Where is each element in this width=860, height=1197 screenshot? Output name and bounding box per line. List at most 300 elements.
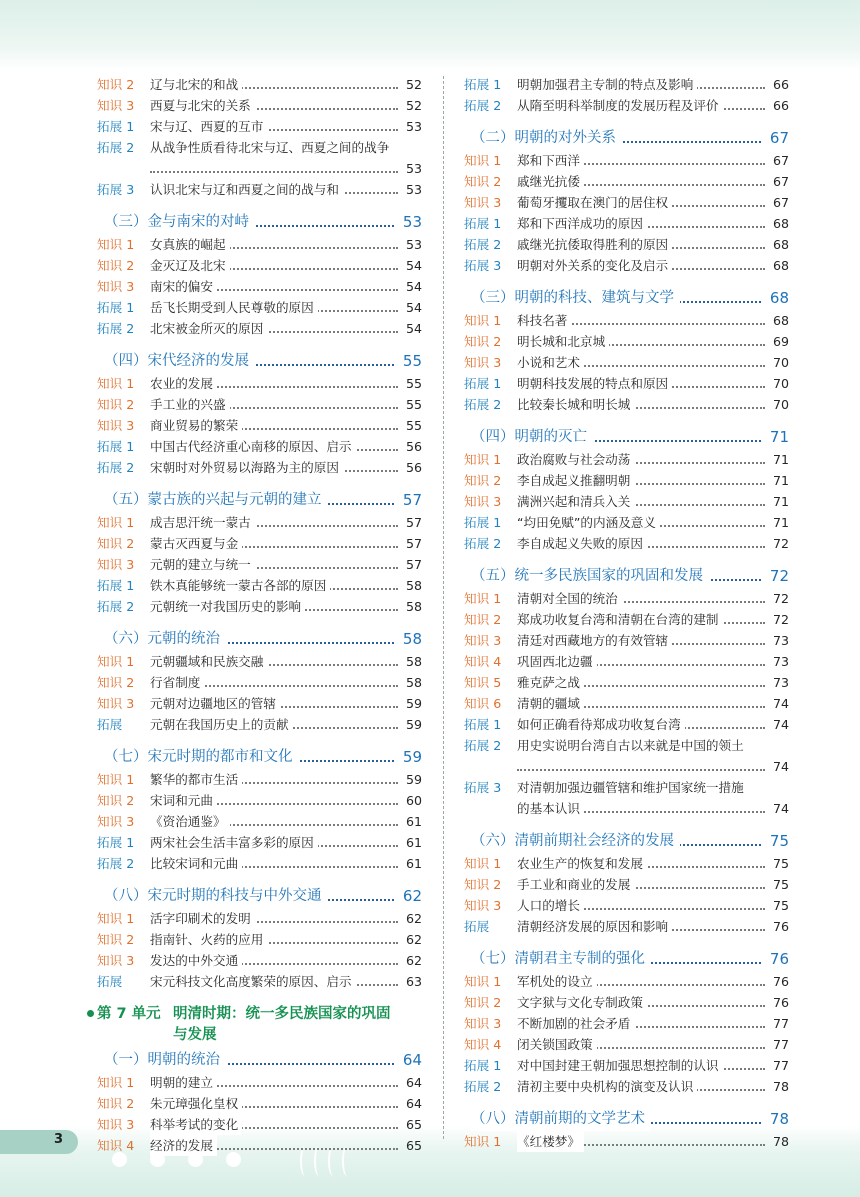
toc-item-tag: 知识 1 [464, 452, 502, 467]
toc-item-title: 两宋社会生活丰富多彩的原因 [150, 832, 318, 853]
toc-item-page: 66 [772, 98, 789, 113]
toc-section-heading [97, 488, 422, 512]
toc-item-page: 69 [772, 334, 789, 349]
toc-item-page: 54 [405, 279, 422, 294]
toc-item [97, 74, 422, 95]
toc-item [97, 1114, 422, 1135]
toc-item-title: 雅克萨之战 [517, 672, 584, 693]
toc-item-tag: 拓展 1 [97, 578, 135, 593]
toc-item-page: 66 [772, 77, 789, 92]
toc-item-title: 李自成起义推翻明朝 [517, 470, 634, 491]
toc-item-title: 清朝的疆域 [517, 693, 584, 714]
toc-section-title: （八）清朝前期的文学艺术 [471, 1107, 651, 1131]
toc-item-title: 元朝疆域和民族交融 [150, 651, 267, 672]
toc-item [97, 769, 422, 790]
toc-item [464, 588, 789, 609]
toc-item [97, 116, 422, 137]
toc-item-page: 59 [405, 772, 422, 787]
toc-item [464, 992, 789, 1013]
toc-item [464, 234, 789, 255]
toc-item [464, 1131, 789, 1152]
toc-item-title: 西夏与北宋的关系 [150, 95, 255, 116]
toc-item-title: 经济的发展 [150, 1135, 217, 1156]
toc-item-tag: 知识 2 [97, 536, 135, 551]
toc-item-page: 76 [772, 995, 789, 1010]
toc-item-page: 58 [405, 578, 422, 593]
toc-item-tag: 知识 2 [464, 473, 502, 488]
toc-section-heading [464, 947, 789, 971]
toc-item-page: 77 [772, 1037, 789, 1052]
toc-item-title: 指南针、火药的应用 [150, 929, 267, 950]
toc-item-page: 57 [405, 515, 422, 530]
toc-item-title: 不断加剧的社会矛盾 [517, 1013, 634, 1034]
toc-section-title: （六）清朝前期社会经济的发展 [471, 829, 680, 853]
toc-item-tag: 拓展 2 [97, 460, 135, 475]
toc-item-tag: 知识 2 [464, 334, 502, 349]
toc-item-tag: 知识 4 [464, 1037, 502, 1052]
toc-item-tag: 拓展 1 [464, 717, 502, 732]
toc-item-title: 元朝的建立与统一 [150, 554, 255, 575]
toc-item-page: 55 [405, 376, 422, 391]
toc-item-page: 59 [405, 717, 422, 732]
toc-item-tag: 拓展 2 [464, 98, 502, 113]
toc-item-tag: 知识 1 [464, 1134, 502, 1149]
toc-section-heading [464, 1107, 789, 1131]
toc-item-page: 55 [405, 397, 422, 412]
toc-section-title: （二）明朝的对外关系 [471, 126, 622, 150]
toc-section-title: （六）元朝的统治 [104, 627, 226, 651]
toc-item-page: 56 [405, 460, 422, 475]
toc-item-title: 的基本认识 [517, 798, 584, 819]
toc-item [464, 1034, 789, 1055]
toc-item [97, 714, 422, 735]
toc-item-page: 59 [405, 696, 422, 711]
toc-item-page: 71 [772, 494, 789, 509]
toc-item-tag: 拓展 2 [97, 140, 135, 155]
toc-item-page: 73 [772, 654, 789, 669]
toc-item-tag: 拓展 1 [97, 119, 135, 134]
toc-item-title: “均田免赋”的内涵及意义 [517, 512, 660, 533]
toc-item-page: 58 [405, 599, 422, 614]
toc-item [464, 192, 789, 213]
toc-item [464, 310, 789, 331]
toc-item-continued [97, 158, 422, 179]
toc-item [97, 908, 422, 929]
toc-item-title: 葡萄牙攫取在澳门的居住权 [517, 192, 672, 213]
toc-item-tag: 拓展 2 [464, 397, 502, 412]
toc-item-page: 68 [772, 216, 789, 231]
toc-item-title: 成吉思汗统一蒙古 [150, 512, 255, 533]
toc-item-tag: 知识 6 [464, 696, 502, 711]
toc-item-tag: 拓展 3 [97, 182, 135, 197]
toc-item-title: 手工业的兴盛 [150, 394, 230, 415]
toc-item-title: 清朝经济发展的原因和影响 [517, 916, 672, 937]
toc-item-title: 科技名著 [517, 310, 571, 331]
toc-section-heading [464, 829, 789, 853]
toc-item-page: 56 [405, 439, 422, 454]
toc-item-page: 74 [772, 717, 789, 732]
toc-item-title: 郑和下西洋成功的原因 [517, 213, 647, 234]
toc-item-tag: 知识 2 [464, 877, 502, 892]
toc-section-page: 75 [769, 832, 789, 850]
toc-item-title: 南宋的偏安 [150, 276, 217, 297]
toc-item-page: 53 [405, 237, 422, 252]
toc-item-title: 元朝对边疆地区的管辖 [150, 693, 280, 714]
toc-item-title: 朱元璋强化皇权 [150, 1093, 242, 1114]
toc-item [97, 512, 422, 533]
toc-item-title: 辽与北宋的和战 [150, 74, 242, 95]
toc-item-tag: 知识 3 [97, 418, 135, 433]
toc-item [464, 630, 789, 651]
toc-section-page: 67 [769, 129, 789, 147]
toc-item-page: 52 [405, 98, 422, 113]
toc-item [97, 790, 422, 811]
toc-item-page: 75 [772, 877, 789, 892]
toc-section-title: （五）蒙古族的兴起与元朝的建立 [104, 488, 328, 512]
toc-item-title: 小说和艺术 [517, 352, 584, 373]
toc-item-tag: 拓展 1 [97, 439, 135, 454]
toc-item-page: 67 [772, 174, 789, 189]
toc-section-title: （一）明朝的统治 [104, 1048, 226, 1072]
toc-item-page: 71 [772, 515, 789, 530]
toc-item [464, 853, 789, 874]
toc-item-title: 满洲兴起和清兵入关 [517, 491, 634, 512]
toc-item [464, 672, 789, 693]
toc-item [464, 331, 789, 352]
toc-item-page: 54 [405, 321, 422, 336]
toc-item-tag: 拓展 2 [97, 599, 135, 614]
toc-item [97, 672, 422, 693]
toc-section-title: （八）宋元时期的科技与中外交通 [104, 884, 328, 908]
toc-item [97, 95, 422, 116]
toc-item-title: 文字狱与文化专制政策 [517, 992, 647, 1013]
toc-item-title: 从隋至明科举制度的发展历程及评价 [517, 95, 723, 116]
toc-item-tag: 拓展 3 [464, 258, 502, 273]
toc-item-title: 手工业和商业的发展 [517, 874, 634, 895]
toc-section-heading [464, 126, 789, 150]
toc-item-page: 78 [772, 1134, 789, 1149]
toc-item-title: 郑和下西洋 [517, 150, 584, 171]
toc-item-tag: 知识 1 [97, 376, 135, 391]
toc-item-continued [464, 798, 789, 819]
toc-item-title: 女真族的崛起 [150, 234, 230, 255]
toc-item-tag: 拓展 [97, 717, 123, 732]
toc-item-tag: 知识 2 [97, 932, 135, 947]
toc-item [97, 276, 422, 297]
toc-item-title: 蒙古灭西夏与金 [150, 533, 242, 554]
toc-item [464, 971, 789, 992]
toc-item-title: 闭关锁国政策 [517, 1034, 597, 1055]
toc-item [97, 693, 422, 714]
toc-item [97, 533, 422, 554]
page-number: 3 [54, 1132, 64, 1147]
toc-item-title: 明朝加强君主专制的特点及影响 [517, 74, 697, 95]
toc-item-title: 北宋被金所灭的原因 [150, 318, 267, 339]
toc-item-page: 67 [772, 195, 789, 210]
toc-item-tag: 拓展 2 [464, 237, 502, 252]
toc-item-page: 71 [772, 473, 789, 488]
toc-item-tag: 知识 2 [97, 1096, 135, 1111]
toc-item-page: 57 [405, 536, 422, 551]
toc-item [464, 1055, 789, 1076]
toc-item [97, 853, 422, 874]
toc-item-title: 明朝对外关系的变化及启示 [517, 255, 672, 276]
toc-item-page: 65 [405, 1138, 422, 1153]
toc-item-title: 军机处的设立 [517, 971, 597, 992]
toc-item-page: 71 [772, 452, 789, 467]
page-number-tab [0, 1130, 78, 1154]
toc-item-tag: 知识 2 [97, 793, 135, 808]
toc-item-page: 67 [772, 153, 789, 168]
toc-item-page: 70 [772, 376, 789, 391]
toc-item [97, 596, 422, 617]
toc-item-title: 明长城和北京城 [517, 331, 609, 352]
top-background-band [0, 0, 860, 70]
toc-item-page: 70 [772, 397, 789, 412]
toc-item-tag: 知识 3 [97, 279, 135, 294]
toc-item-tag: 知识 3 [464, 494, 502, 509]
toc-item-title: 繁华的都市生活 [150, 769, 242, 790]
toc-section-page: 62 [402, 887, 422, 905]
toc-item-title: 岳飞长期受到人民尊敬的原因 [150, 297, 318, 318]
toc-item-tag: 拓展 1 [464, 1058, 502, 1073]
toc-item-page: 58 [405, 654, 422, 669]
toc-unit-heading [97, 1004, 422, 1048]
toc-item-tag: 知识 1 [464, 856, 502, 871]
toc-item-title: 人口的增长 [517, 895, 584, 916]
toc-item-tag: 知识 1 [464, 313, 502, 328]
toc-item-page: 62 [405, 953, 422, 968]
toc-item-page: 68 [772, 237, 789, 252]
toc-item-continued [464, 756, 789, 777]
toc-item [97, 832, 422, 853]
dot-leader [517, 756, 765, 771]
toc-item-page: 62 [405, 911, 422, 926]
toc-section-title: （三）金与南宋的对峙 [104, 210, 255, 234]
toc-section-page: 53 [402, 213, 422, 231]
toc-item [464, 735, 789, 756]
toc-section-title: （七）宋元时期的都市和文化 [104, 745, 299, 769]
toc-item-title: 铁木真能够统一蒙古各部的原因 [150, 575, 330, 596]
toc-section-page: 59 [402, 748, 422, 766]
toc-item-title: 从战争性质看待北宋与辽、西夏之间的战争 [150, 137, 393, 158]
toc-item-tag: 拓展 1 [464, 216, 502, 231]
toc-item-page: 70 [772, 355, 789, 370]
toc-item-tag: 拓展 1 [97, 300, 135, 315]
toc-item-page: 55 [405, 418, 422, 433]
toc-item-page: 54 [405, 258, 422, 273]
toc-unit-title: 明清时期：统一多民族国家的巩固 [173, 1006, 391, 1022]
dot-leader [150, 158, 398, 173]
toc-item-tag: 知识 2 [97, 258, 135, 273]
toc-item-title: 元朝统一对我国历史的影响 [150, 596, 305, 617]
toc-item-title: 清朝对全国的统治 [517, 588, 622, 609]
toc-item [97, 1135, 422, 1156]
toc-item-title: 商业贸易的繁荣 [150, 415, 242, 436]
toc-item [464, 1076, 789, 1097]
toc-item [464, 512, 789, 533]
toc-item [464, 693, 789, 714]
toc-item-page: 72 [772, 536, 789, 551]
column-divider [443, 76, 444, 1139]
toc-item-tag: 拓展 1 [464, 77, 502, 92]
toc-item-title: 科举考试的变化 [150, 1114, 242, 1135]
toc-item [464, 651, 789, 672]
toc-item-title: 戚继光抗倭取得胜利的原因 [517, 234, 672, 255]
toc-item [97, 137, 422, 158]
toc-item-tag: 知识 1 [97, 911, 135, 926]
toc-item [464, 352, 789, 373]
toc-item-title: 发达的中外交通 [150, 950, 242, 971]
toc-section-page: 78 [769, 1110, 789, 1128]
unit-bullet [87, 1010, 94, 1017]
toc-item-title: 宋与辽、西夏的互市 [150, 116, 267, 137]
toc-item-page: 74 [772, 801, 789, 816]
toc-item-title: 金灭辽及北宋 [150, 255, 230, 276]
toc-item-title: 如何正确看待郑成功收复台湾 [517, 714, 685, 735]
toc-item-title: 对清朝加强边疆管辖和维护国家统一措施 [517, 777, 748, 798]
toc-item-page: 74 [772, 759, 789, 774]
toc-item [464, 150, 789, 171]
toc-item-tag: 知识 2 [464, 612, 502, 627]
toc-item-page: 61 [405, 835, 422, 850]
toc-item-title: 《红楼梦》 [517, 1131, 584, 1152]
toc-left-column [97, 74, 422, 1156]
toc-item-page: 53 [405, 119, 422, 134]
toc-item-tag: 知识 2 [464, 174, 502, 189]
toc-item-page: 77 [772, 1016, 789, 1031]
toc-item [97, 457, 422, 478]
toc-item-title: 宋元科技文化高度繁荣的原因、启示 [150, 971, 356, 992]
toc-item-page: 62 [405, 932, 422, 947]
toc-item-title: 比较秦长城和明长城 [517, 394, 634, 415]
toc-item-tag: 知识 2 [97, 675, 135, 690]
toc-right-column [464, 74, 789, 1152]
toc-item [464, 394, 789, 415]
toc-item-title: 中国古代经济重心南移的原因、启示 [150, 436, 356, 457]
toc-item-title: 政治腐败与社会动荡 [517, 449, 634, 470]
toc-item-page: 68 [772, 313, 789, 328]
toc-item [97, 297, 422, 318]
toc-item-title: 明朝的建立 [150, 1072, 217, 1093]
toc-item-tag: 知识 3 [97, 1117, 135, 1132]
toc-item-tag: 拓展 2 [97, 856, 135, 871]
toc-item [97, 394, 422, 415]
toc-item [97, 373, 422, 394]
toc-item [97, 1072, 422, 1093]
toc-section-heading [97, 1048, 422, 1072]
toc-item-tag: 知识 3 [97, 953, 135, 968]
toc-item-tag: 拓展 1 [464, 376, 502, 391]
toc-item [464, 373, 789, 394]
toc-item-title: 宋朝时对外贸易以海路为主的原因 [150, 457, 343, 478]
toc-item-tag: 拓展 3 [464, 780, 502, 795]
toc-item-tag: 拓展 1 [97, 835, 135, 850]
toc-item-tag: 知识 1 [97, 1075, 135, 1090]
toc-section-page: 55 [402, 352, 422, 370]
toc-item-page: 57 [405, 557, 422, 572]
toc-item [464, 213, 789, 234]
toc-section-heading [97, 627, 422, 651]
toc-item [464, 171, 789, 192]
toc-section-page: 71 [769, 428, 789, 446]
toc-item-title: 行省制度 [150, 672, 204, 693]
toc-item-page: 75 [772, 856, 789, 871]
toc-item [97, 575, 422, 596]
toc-item-page: 61 [405, 814, 422, 829]
toc-section-page: 76 [769, 950, 789, 968]
toc-item-tag: 知识 5 [464, 675, 502, 690]
toc-section-heading [97, 884, 422, 908]
toc-item [464, 916, 789, 937]
toc-item-page: 58 [405, 675, 422, 690]
toc-item-page: 60 [405, 793, 422, 808]
toc-section-page: 58 [402, 630, 422, 648]
toc-item-tag: 知识 1 [97, 772, 135, 787]
toc-item-tag: 拓展 2 [97, 321, 135, 336]
toc-item [97, 179, 422, 200]
toc-item [97, 811, 422, 832]
toc-item-page: 53 [405, 161, 422, 176]
toc-item-title: 巩固西北边疆 [517, 651, 597, 672]
toc-item [464, 874, 789, 895]
toc-item-title: 元朝在我国历史上的贡献 [150, 714, 293, 735]
toc-item-tag: 拓展 [464, 919, 490, 934]
toc-item-title: 《资治通鉴》 [150, 811, 230, 832]
toc-item [464, 714, 789, 735]
toc-item-tag: 拓展 2 [464, 1079, 502, 1094]
toc-item-tag: 知识 3 [464, 633, 502, 648]
toc-item [97, 255, 422, 276]
toc-item-page: 73 [772, 675, 789, 690]
toc-section-heading [97, 349, 422, 373]
toc-item-title: 对中国封建王朝加强思想控制的认识 [517, 1055, 723, 1076]
toc-item [464, 1013, 789, 1034]
toc-item-tag: 知识 1 [97, 237, 135, 252]
toc-item-tag: 知识 1 [464, 153, 502, 168]
toc-item-tag: 拓展 [97, 974, 123, 989]
toc-item-tag: 知识 2 [464, 995, 502, 1010]
toc-item [464, 470, 789, 491]
toc-item-tag: 知识 3 [97, 696, 135, 711]
toc-item-tag: 知识 1 [97, 654, 135, 669]
toc-item-title: 农业的发展 [150, 373, 217, 394]
toc-item-tag: 知识 1 [464, 974, 502, 989]
toc-item-page: 52 [405, 77, 422, 92]
toc-item-page: 78 [772, 1079, 789, 1094]
toc-item [97, 950, 422, 971]
toc-item-page: 68 [772, 258, 789, 273]
toc-item-title: 认识北宋与辽和西夏之间的战与和 [150, 179, 343, 200]
toc-item-tag: 知识 1 [464, 591, 502, 606]
toc-item-page: 75 [772, 898, 789, 913]
toc-item-tag: 知识 3 [97, 557, 135, 572]
toc-section-heading [97, 745, 422, 769]
toc-section-page: 57 [402, 491, 422, 509]
toc-item [464, 449, 789, 470]
toc-item-title: 比较宋词和元曲 [150, 853, 242, 874]
toc-item-tag: 知识 3 [97, 814, 135, 829]
toc-item-page: 64 [405, 1075, 422, 1090]
toc-section-title: （四）明朝的灭亡 [471, 425, 593, 449]
toc-item-page: 73 [772, 633, 789, 648]
toc-item-page: 72 [772, 591, 789, 606]
toc-item [97, 929, 422, 950]
toc-item-tag: 拓展 2 [464, 738, 502, 753]
toc-item-page: 53 [405, 182, 422, 197]
toc-item-page: 74 [772, 696, 789, 711]
toc-item-page: 54 [405, 300, 422, 315]
